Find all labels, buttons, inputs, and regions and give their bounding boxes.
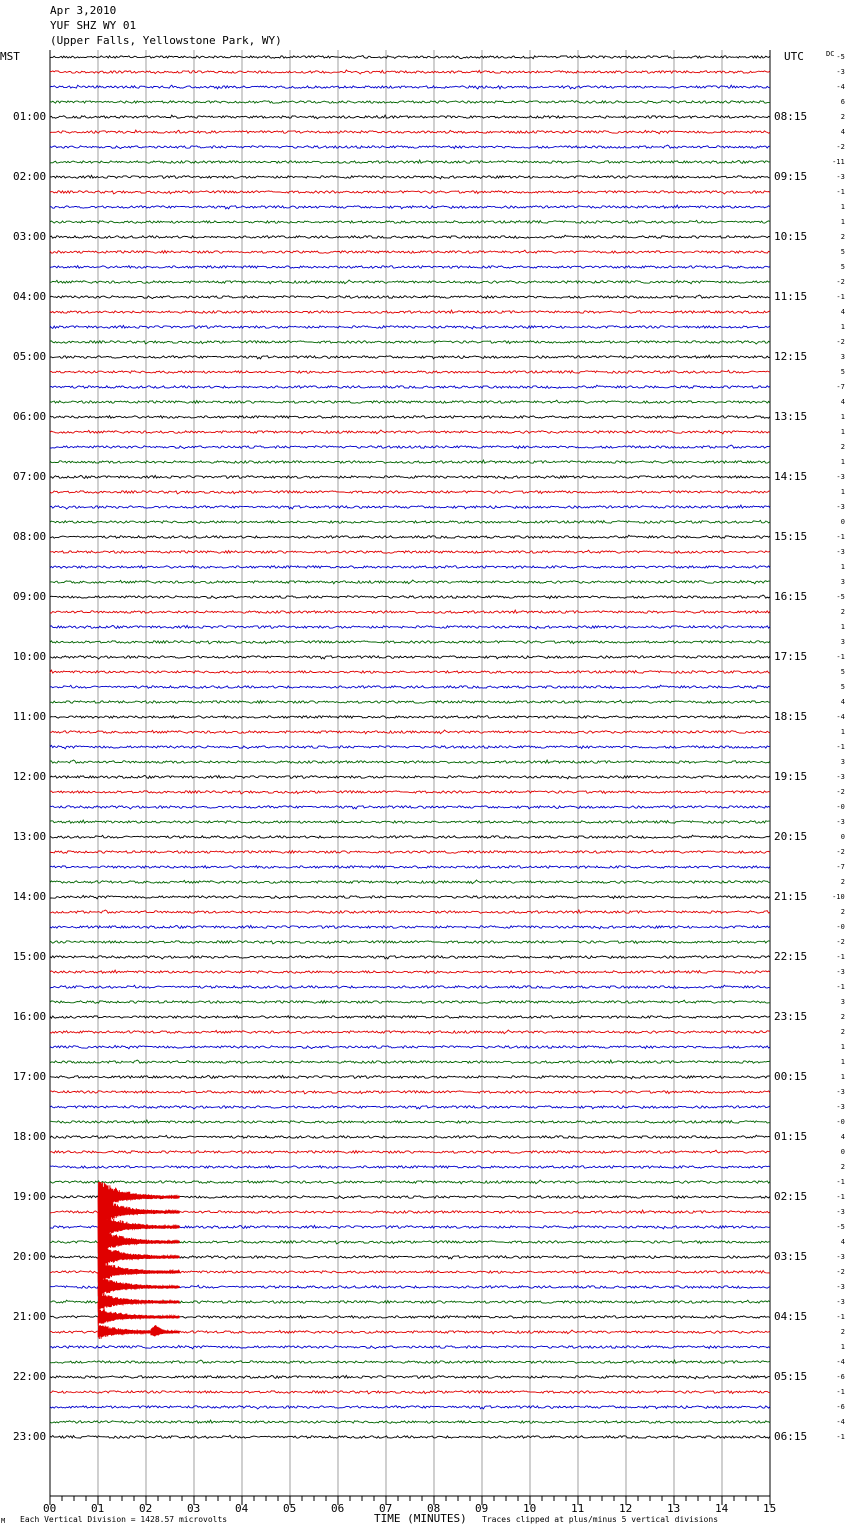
mst-hour-label: 22:00: [13, 1370, 47, 1383]
dc-offset-value: -3: [836, 1253, 845, 1261]
dc-offset-value: 1: [840, 203, 845, 211]
seismic-trace: [50, 1375, 770, 1379]
dc-offset-value: 3: [840, 638, 845, 646]
seismic-trace: [50, 1420, 770, 1423]
seismic-trace: [50, 100, 770, 103]
earthquake-waveform: [98, 1309, 180, 1326]
x-tick-label: 04: [235, 1502, 249, 1515]
utc-hour-label: 21:15: [774, 890, 808, 903]
seismic-trace: [50, 1166, 770, 1169]
seismic-trace: [50, 430, 770, 434]
seismic-trace: [50, 1075, 770, 1079]
dc-offset-value: -4: [836, 1418, 845, 1426]
seismic-trace: [50, 1016, 770, 1019]
dc-offset-value: -4: [836, 1358, 845, 1366]
seismic-trace: [50, 791, 770, 794]
dc-offset-value: 5: [840, 248, 845, 256]
x-tick-label: 05: [283, 1502, 297, 1515]
dc-offset-value: -5: [836, 593, 845, 601]
seismic-trace: [50, 505, 770, 509]
dc-offset-value: 4: [840, 308, 845, 316]
mst-hour-label: 10:00: [13, 650, 47, 663]
dc-offset-value: -1: [836, 293, 845, 301]
dc-offset-value: 1: [840, 1043, 845, 1051]
seismic-trace: [50, 1360, 770, 1363]
mst-hour-label: 16:00: [13, 1010, 47, 1023]
dc-offset-value: 1: [840, 1073, 845, 1081]
dc-offset-value: -2: [836, 848, 845, 856]
dc-offset-value: 2: [840, 1028, 845, 1036]
seismic-trace: [50, 145, 770, 149]
seismic-trace: [50, 775, 770, 779]
mst-hour-label: 21:00: [13, 1310, 47, 1323]
seismic-trace: [50, 1120, 770, 1123]
dc-offset-value: -3: [836, 473, 845, 481]
dc-offset-value: -4: [836, 713, 845, 721]
dc-offset-value: 3: [840, 758, 845, 766]
seismic-trace: [50, 941, 770, 944]
seismic-trace: [50, 580, 770, 584]
seismic-trace: [50, 806, 770, 809]
dc-offset-value: -3: [836, 818, 845, 826]
dc-offset-value: -1: [836, 1178, 845, 1186]
seismic-trace: [50, 416, 770, 419]
station-code: YUF SHZ WY 01: [50, 19, 137, 32]
dc-offset-value: 2: [840, 1163, 845, 1171]
dc-offset-value: 2: [840, 1328, 845, 1336]
seismic-trace: [50, 266, 770, 269]
x-tick-label: 03: [187, 1502, 201, 1515]
mst-hour-label: 04:00: [13, 290, 47, 303]
seismic-trace: [50, 566, 770, 569]
utc-hour-label: 05:15: [774, 1370, 808, 1383]
seismic-trace: [50, 895, 770, 898]
dc-offset-value: -6: [836, 1373, 845, 1381]
dc-offset-value: 5: [840, 368, 845, 376]
dc-offset-value: 1: [840, 323, 845, 331]
dc-offset-value: -7: [836, 863, 845, 871]
seismic-trace: [50, 130, 770, 134]
seismic-trace: [50, 970, 770, 973]
utc-hour-label: 04:15: [774, 1310, 808, 1323]
mst-hour-label: 23:00: [13, 1430, 47, 1443]
utc-hour-label: 08:15: [774, 110, 808, 123]
seismic-trace: [50, 1135, 770, 1138]
dc-offset-value: -1: [836, 1313, 845, 1321]
seismic-trace: [50, 295, 770, 299]
dc-offset-value: -3: [836, 1088, 845, 1096]
utc-hour-label: 15:15: [774, 530, 808, 543]
seismic-trace: [50, 355, 770, 359]
dc-offset-value: -2: [836, 788, 845, 796]
dc-offset-value: -2: [836, 1268, 845, 1276]
dc-offset-value: -11: [832, 158, 845, 166]
dc-offset-value: 1: [840, 458, 845, 466]
earthquake-waveform: [151, 1325, 173, 1336]
seismic-trace: [50, 910, 770, 913]
seismic-trace: [50, 1045, 770, 1048]
dc-offset-value: 3: [840, 998, 845, 1006]
seismic-trace: [50, 250, 770, 253]
utc-hour-label: 20:15: [774, 830, 808, 843]
seismic-trace: [50, 760, 770, 763]
mst-hour-label: 05:00: [13, 350, 47, 363]
dc-offset-value: 2: [840, 233, 845, 241]
corner-mark: M: [1, 1517, 6, 1525]
seismic-trace: [50, 1180, 770, 1184]
utc-hour-label: 00:15: [774, 1070, 808, 1083]
seismic-trace: [50, 1000, 770, 1003]
dc-offset-value: -1: [836, 533, 845, 541]
dc-offset-value: 5: [840, 263, 845, 271]
seismic-trace: [50, 730, 770, 734]
seismic-trace: [50, 1345, 770, 1348]
dc-offset-value: 1: [840, 623, 845, 631]
dc-offset-value: 1: [840, 728, 845, 736]
seismic-trace: [50, 520, 770, 523]
seismic-trace: [50, 175, 770, 179]
seismic-trace: [50, 220, 770, 223]
dc-offset-value: -0: [836, 923, 845, 931]
seismic-trace: [50, 1150, 770, 1153]
dc-offset-title: DC: [826, 50, 835, 58]
seismic-trace: [50, 1106, 770, 1109]
dc-offset-value: -1: [836, 653, 845, 661]
seismic-trace: [50, 85, 770, 89]
mst-hour-label: 01:00: [13, 110, 47, 123]
dc-offset-value: -2: [836, 143, 845, 151]
mst-hour-label: 18:00: [13, 1130, 47, 1143]
seismic-trace: [50, 685, 770, 688]
clip-note: Traces clipped at plus/minus 5 vertical divisions: [482, 1515, 719, 1524]
seismic-trace: [50, 385, 770, 388]
dc-offset-value: -1: [836, 743, 845, 751]
station-location: (Upper Falls, Yellowstone Park, WY): [50, 34, 282, 47]
dc-offset-value: 4: [840, 128, 845, 136]
dc-offset-value: -5: [836, 53, 845, 61]
dc-offset-value: -5: [836, 1223, 845, 1231]
dc-offset-value: 0: [840, 833, 845, 841]
dc-offset-value: 1: [840, 413, 845, 421]
dc-offset-value: -4: [836, 83, 845, 91]
dc-offset-value: 4: [840, 698, 845, 706]
seismic-trace: [50, 341, 770, 344]
mst-hour-label: 19:00: [13, 1190, 47, 1203]
dc-offset-value: -3: [836, 1283, 845, 1291]
dc-offset-value: -2: [836, 278, 845, 286]
dc-offset-value: -3: [836, 68, 845, 76]
seismic-trace: [50, 880, 770, 884]
utc-hour-label: 22:15: [774, 950, 808, 963]
seismic-trace: [50, 370, 770, 373]
dc-offset-value: 5: [840, 668, 845, 676]
utc-hour-label: 11:15: [774, 290, 808, 303]
utc-hour-label: 09:15: [774, 170, 808, 183]
seismic-trace: [50, 700, 770, 703]
x-tick-label: 10: [523, 1502, 537, 1515]
seismic-trace: [50, 716, 770, 719]
utc-hour-label: 10:15: [774, 230, 808, 243]
utc-hour-label: 03:15: [774, 1250, 808, 1263]
dc-offset-value: 1: [840, 488, 845, 496]
x-tick-label: 00: [43, 1502, 57, 1515]
utc-hour-label: 12:15: [774, 350, 808, 363]
dc-offset-value: 4: [840, 1133, 845, 1141]
dc-offset-value: -3: [836, 968, 845, 976]
dc-offset-value: 0: [840, 1148, 845, 1156]
utc-hour-label: 17:15: [774, 650, 808, 663]
dc-offset-value: 2: [840, 908, 845, 916]
mst-hour-label: 07:00: [13, 470, 47, 483]
seismic-trace: [50, 835, 770, 838]
utc-hour-label: 16:15: [774, 590, 808, 603]
seismic-trace: [50, 70, 770, 74]
mst-hour-label: 17:00: [13, 1070, 47, 1083]
dc-offset-value: -1: [836, 1388, 845, 1396]
dc-offset-value: -1: [836, 1193, 845, 1201]
dc-offset-value: 2: [840, 608, 845, 616]
seismic-trace: [50, 745, 770, 748]
utc-hour-label: 13:15: [774, 410, 808, 423]
seismic-trace: [50, 115, 770, 119]
x-tick-label: 11: [571, 1502, 585, 1515]
dc-offset-value: 1: [840, 218, 845, 226]
dc-offset-value: 0: [840, 518, 845, 526]
seismic-trace: [50, 491, 770, 494]
seismic-trace: [50, 535, 770, 538]
seismic-trace: [50, 1391, 770, 1394]
dc-offset-value: 2: [840, 443, 845, 451]
mst-hour-label: 06:00: [13, 410, 47, 423]
seismic-trace: [50, 670, 770, 673]
utc-hour-label: 14:15: [774, 470, 808, 483]
dc-offset-value: -6: [836, 1403, 845, 1411]
dc-offset-value: -7: [836, 383, 845, 391]
utc-axis-title: UTC: [784, 50, 804, 63]
dc-offset-value: 6: [840, 98, 845, 106]
dc-offset-value: -3: [836, 548, 845, 556]
seismic-trace: [50, 235, 770, 238]
earthquake-waveform: [98, 1292, 180, 1312]
mst-hour-label: 09:00: [13, 590, 47, 603]
seismic-trace: [50, 925, 770, 929]
dc-offset-value: 1: [840, 1343, 845, 1351]
seismic-trace: [50, 1435, 770, 1438]
x-tick-label: 09: [475, 1502, 489, 1515]
dc-offset-value: -2: [836, 938, 845, 946]
x-tick-label: 08: [427, 1502, 441, 1515]
dc-offset-value: 5: [840, 683, 845, 691]
seismic-trace: [50, 866, 770, 869]
seismic-trace: [50, 820, 770, 823]
seismic-trace: [50, 1091, 770, 1094]
utc-hour-label: 01:15: [774, 1130, 808, 1143]
seismic-trace: [50, 475, 770, 479]
scale-note: Each Vertical Division = 1428.57 microvolts: [20, 1515, 228, 1524]
dc-offset-value: -0: [836, 803, 845, 811]
dc-offset-value: 2: [840, 878, 845, 886]
earthquake-waveform: [98, 1275, 180, 1297]
dc-offset-value: -10: [832, 893, 845, 901]
seismic-trace: [50, 850, 770, 853]
dc-offset-value: 1: [840, 1058, 845, 1066]
seismic-trace: [50, 280, 770, 284]
seismic-trace: [50, 985, 770, 988]
seismic-trace: [50, 1406, 770, 1409]
x-tick-label: 06: [331, 1502, 345, 1515]
seismic-trace: [50, 445, 770, 449]
mst-hour-label: 15:00: [13, 950, 47, 963]
dc-offset-value: 4: [840, 1238, 845, 1246]
mst-hour-label: 12:00: [13, 770, 47, 783]
mst-hour-label: 20:00: [13, 1250, 47, 1263]
mst-hour-label: 13:00: [13, 830, 47, 843]
dc-offset-value: -3: [836, 773, 845, 781]
dc-offset-value: -2: [836, 338, 845, 346]
dc-offset-value: -3: [836, 173, 845, 181]
x-tick-label: 14: [715, 1502, 729, 1515]
utc-hour-label: 02:15: [774, 1190, 808, 1203]
dc-offset-value: 3: [840, 353, 845, 361]
dc-offset-value: -1: [836, 983, 845, 991]
x-tick-label: 15: [763, 1502, 777, 1515]
x-tick-label: 01: [91, 1502, 105, 1515]
x-tick-label: 13: [667, 1502, 681, 1515]
mst-hour-label: 03:00: [13, 230, 47, 243]
mst-hour-label: 08:00: [13, 530, 47, 543]
utc-hour-label: 23:15: [774, 1010, 808, 1023]
dc-offset-value: -3: [836, 1298, 845, 1306]
seismic-trace: [50, 656, 770, 659]
x-tick-label: 02: [139, 1502, 153, 1515]
dc-offset-value: -3: [836, 1208, 845, 1216]
seismic-trace: [50, 641, 770, 644]
utc-hour-label: 18:15: [774, 710, 808, 723]
seismic-trace: [50, 325, 770, 329]
seismic-trace: [50, 595, 770, 599]
seismic-trace: [50, 550, 770, 553]
mst-axis-title: MST: [0, 50, 20, 63]
seismic-trace: [50, 1030, 770, 1034]
dc-offset-value: 1: [840, 563, 845, 571]
dc-offset-value: -3: [836, 1103, 845, 1111]
dc-offset-value: -3: [836, 503, 845, 511]
utc-hour-label: 06:15: [774, 1430, 808, 1443]
seismic-trace: [50, 56, 770, 59]
mst-hour-label: 11:00: [13, 710, 47, 723]
utc-hour-label: 19:15: [774, 770, 808, 783]
seismic-trace: [50, 610, 770, 613]
seismic-trace: [50, 400, 770, 403]
seismic-trace: [50, 625, 770, 629]
seismic-trace: [50, 160, 770, 163]
seismic-trace: [50, 191, 770, 194]
x-tick-label: 07: [379, 1502, 393, 1515]
dc-offset-value: -0: [836, 1118, 845, 1126]
record-date: Apr 3,2010: [50, 4, 117, 17]
x-tick-label: 12: [619, 1502, 633, 1515]
mst-hour-label: 02:00: [13, 170, 47, 183]
x-axis-title: TIME (MINUTES): [374, 1512, 467, 1525]
seismic-trace: [50, 460, 770, 463]
dc-offset-value: -1: [836, 1433, 845, 1441]
dc-offset-value: 2: [840, 113, 845, 121]
mst-hour-label: 14:00: [13, 890, 47, 903]
dc-offset-value: 2: [840, 1013, 845, 1021]
seismic-trace: [50, 1060, 770, 1063]
seismic-trace: [50, 956, 770, 959]
dc-offset-value: 1: [840, 428, 845, 436]
dc-offset-value: 4: [840, 398, 845, 406]
dc-offset-value: -1: [836, 953, 845, 961]
dc-offset-value: -1: [836, 188, 845, 196]
dc-offset-value: 3: [840, 578, 845, 586]
seismic-trace: [50, 310, 770, 313]
seismic-trace: [50, 205, 770, 209]
